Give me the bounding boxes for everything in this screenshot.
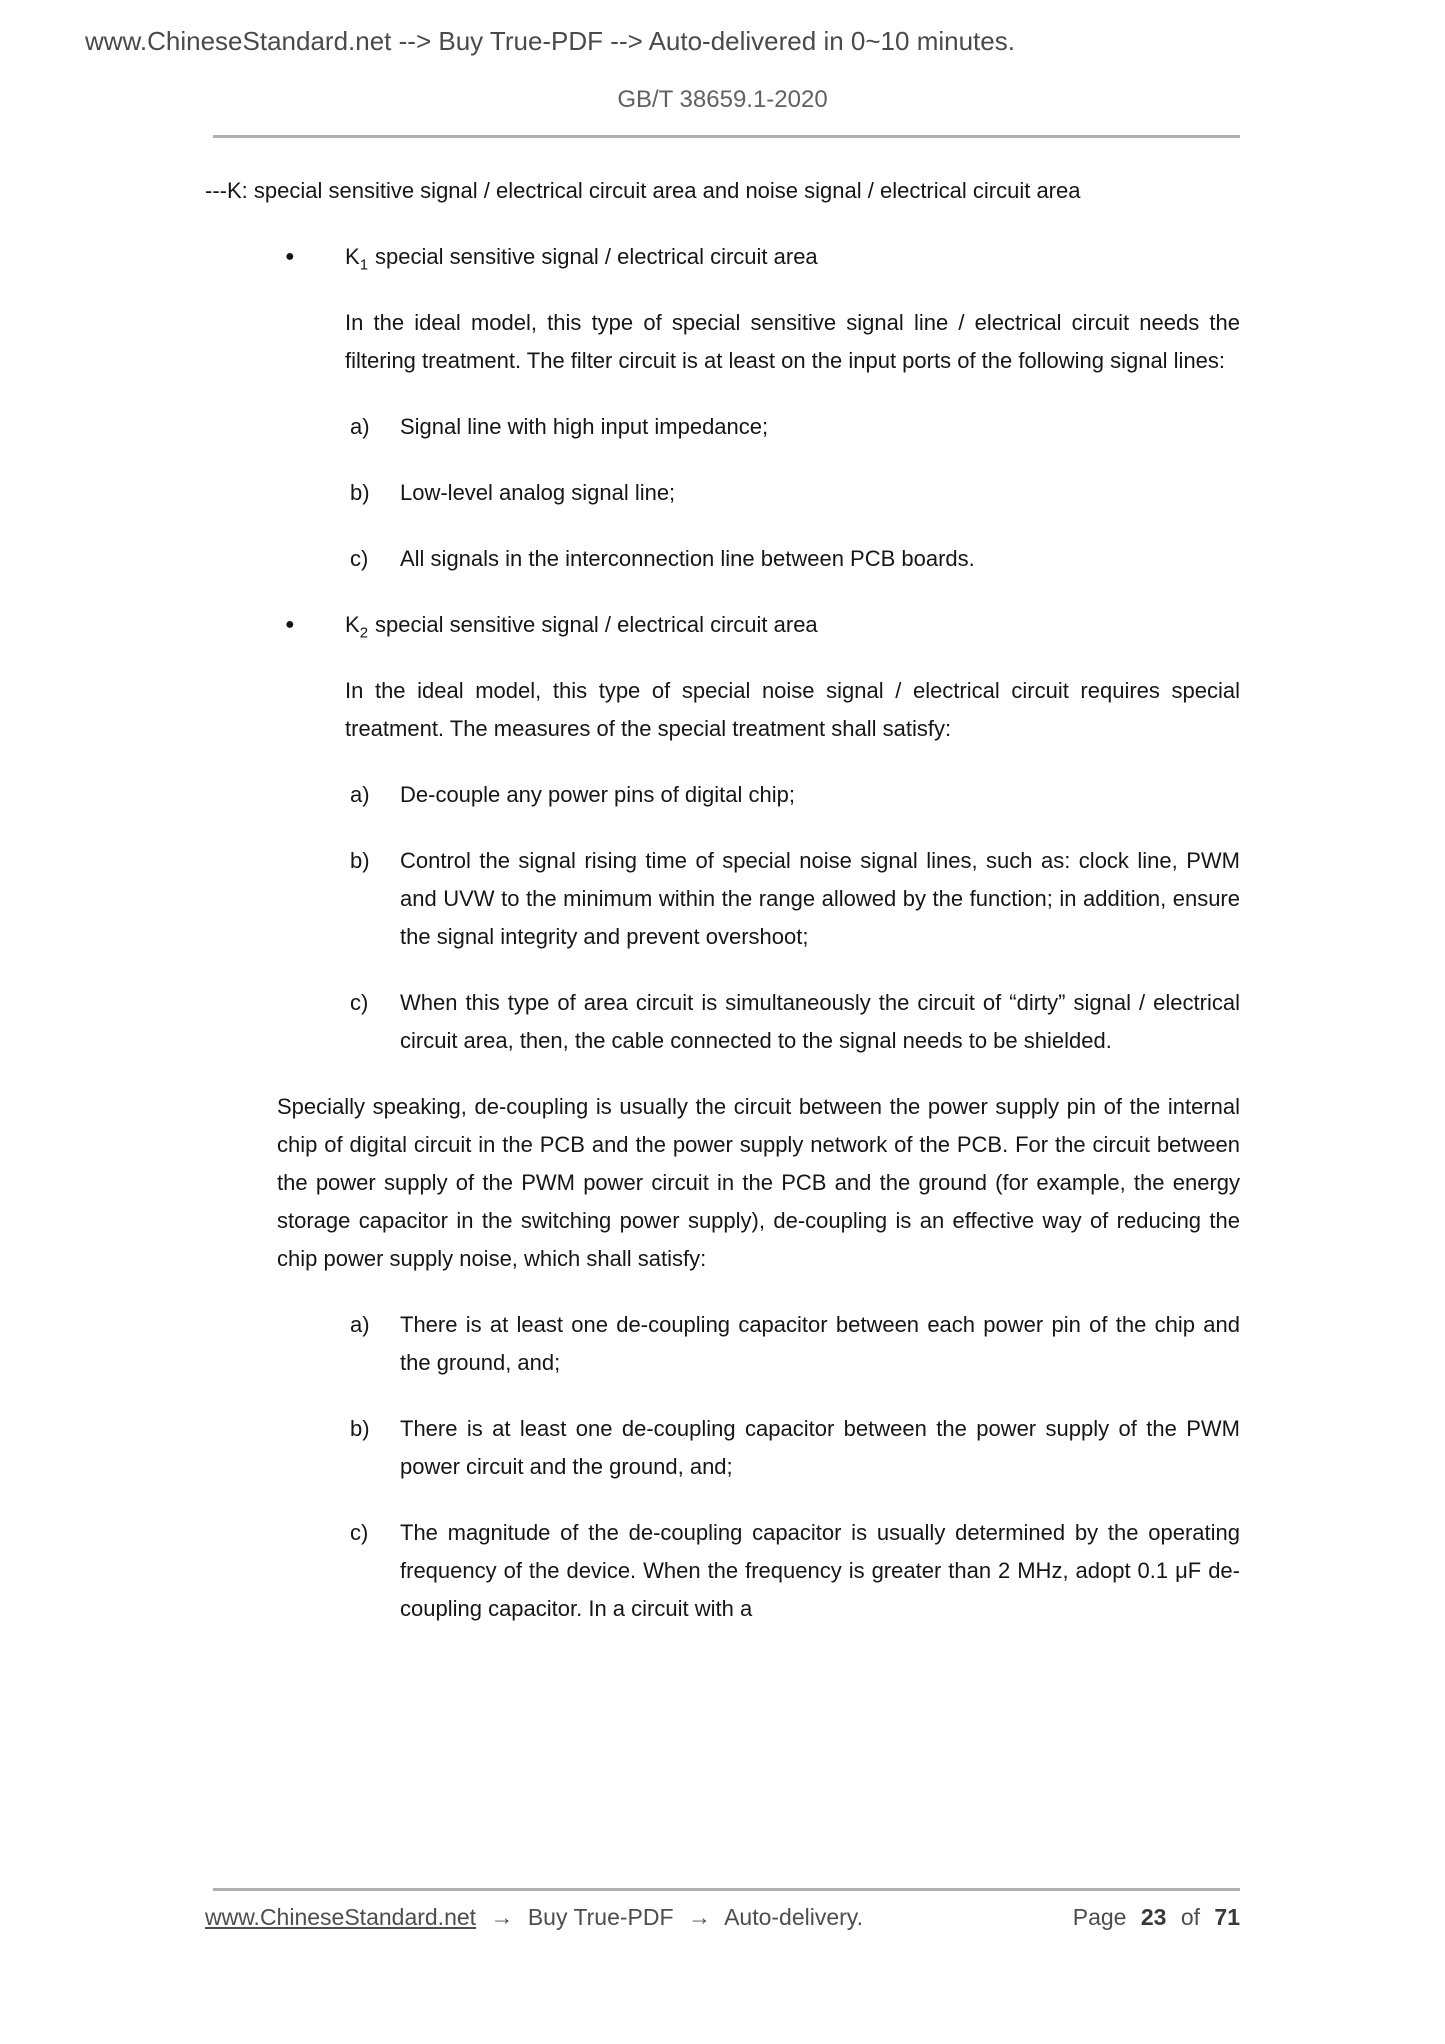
item-marker: c) <box>350 1520 369 1545</box>
bullet-label-k2 <box>345 606 1240 644</box>
bullet-label-k1 <box>345 238 1240 276</box>
footer-buy-text: Buy True-PDF <box>527 1904 674 1930</box>
list-item <box>350 1410 1240 1486</box>
paragraph-k1-intro: In the ideal model, this type of special sensitive signal line / electrical circuit needs the filtering treatment. The filter circuit is at least on the input ports of the following signal lines: <box>345 310 1240 373</box>
page-body <box>205 172 1240 1628</box>
item-marker: b) <box>350 848 370 873</box>
of-label: of <box>1180 1904 1201 1930</box>
footer-delivery-text: Auto-delivery. <box>724 1904 863 1930</box>
bullet-dot-icon: ● <box>285 248 295 265</box>
list-item <box>350 474 1240 512</box>
page-label: Page <box>1072 1904 1127 1930</box>
list-item <box>350 1306 1240 1382</box>
paragraph-k2-intro: In the ideal model, this type of special noise signal / electrical circuit requires special treatment. The measures of the special treatment shall satisfy: <box>345 678 1240 741</box>
item-text: There is at least one de-coupling capacitor between the power supply of the PWM power circuit and the ground, and; <box>400 1416 1240 1479</box>
item-text: There is at least one de-coupling capacitor between each power pin of the chip and the ground, and; <box>400 1312 1240 1375</box>
page-footer <box>205 1904 1240 1931</box>
bullet-item-k2 <box>205 606 1240 644</box>
item-marker: a) <box>350 782 370 807</box>
arrow-right-icon: → <box>490 1904 514 1930</box>
k2-base: K <box>345 612 360 637</box>
k1-rest: special sensitive signal / electrical circuit area <box>375 244 818 269</box>
arrow-right-icon: → <box>687 1904 711 1930</box>
standard-number: GB/T 38659.1-2020 <box>617 86 828 113</box>
list-item <box>350 1514 1240 1628</box>
list-item <box>350 540 1240 578</box>
item-marker: b) <box>350 480 370 505</box>
item-text: The magnitude of the de-coupling capacitor is usually determined by the operating frequency of the device. When the frequency is greater than 2 MHz, adopt 0.1 μF de-coupling capacitor. In a circuit with a <box>400 1520 1240 1621</box>
item-text: Control the signal rising time of special noise signal lines, such as: clock line, PWM and UVW to the minimum within the range allowed by the function; in addition, ensure the signal integrity and prevent overshoot; <box>400 848 1240 949</box>
bullet-item-k1 <box>205 238 1240 276</box>
item-text: Low-level analog signal line; <box>400 480 676 505</box>
list-item <box>350 842 1240 956</box>
page-current: 23 <box>1140 1904 1167 1930</box>
header-banner: www.ChineseStandard.net --> Buy True-PDF --> Auto-delivered in 0~10 minutes. <box>85 26 1015 56</box>
footer-left <box>205 1904 871 1931</box>
list-item <box>350 776 1240 814</box>
item-text: Signal line with high input impedance; <box>400 414 769 439</box>
section-heading-k: ---K: special sensitive signal / electrical circuit area and noise signal / electrical circuit area <box>205 178 1081 203</box>
item-marker: a) <box>350 414 370 439</box>
list-item <box>350 408 1240 446</box>
footer-site-link[interactable]: www.ChineseStandard.net <box>205 1904 477 1930</box>
k2-rest: special sensitive signal / electrical circuit area <box>375 612 818 637</box>
item-marker: a) <box>350 1312 370 1337</box>
footer-rule <box>213 1888 1240 1891</box>
page-total: 71 <box>1214 1904 1240 1930</box>
item-text: De-couple any power pins of digital chip; <box>400 782 796 807</box>
item-marker: c) <box>350 546 369 571</box>
paragraph-decoupling: Specially speaking, de-coupling is usually the circuit between the power supply pin of the internal chip of digital circuit in the PCB and the power supply network of the PCB. For the circuit between the power supply of the PWM power circuit in the PCB and the ground (for example, the energy storage capacitor in the switching power supply), de-coupling is an effective way of reducing the chip power supply noise, which shall satisfy: <box>277 1094 1240 1271</box>
bullet-dot-icon: ● <box>285 616 295 633</box>
header-rule <box>213 135 1240 138</box>
list-item <box>350 984 1240 1060</box>
k1-base: K <box>345 244 360 269</box>
item-marker: c) <box>350 990 369 1015</box>
item-text: When this type of area circuit is simultaneously the circuit of “dirty” signal / electrical circuit area, then, the cable connected to the signal needs to be shielded. <box>400 990 1240 1053</box>
k2-subscript: 2 <box>359 624 369 642</box>
page-indicator <box>1065 1904 1240 1931</box>
item-marker: b) <box>350 1416 370 1441</box>
k1-subscript: 1 <box>359 256 369 274</box>
item-text: All signals in the interconnection line between PCB boards. <box>400 546 975 571</box>
